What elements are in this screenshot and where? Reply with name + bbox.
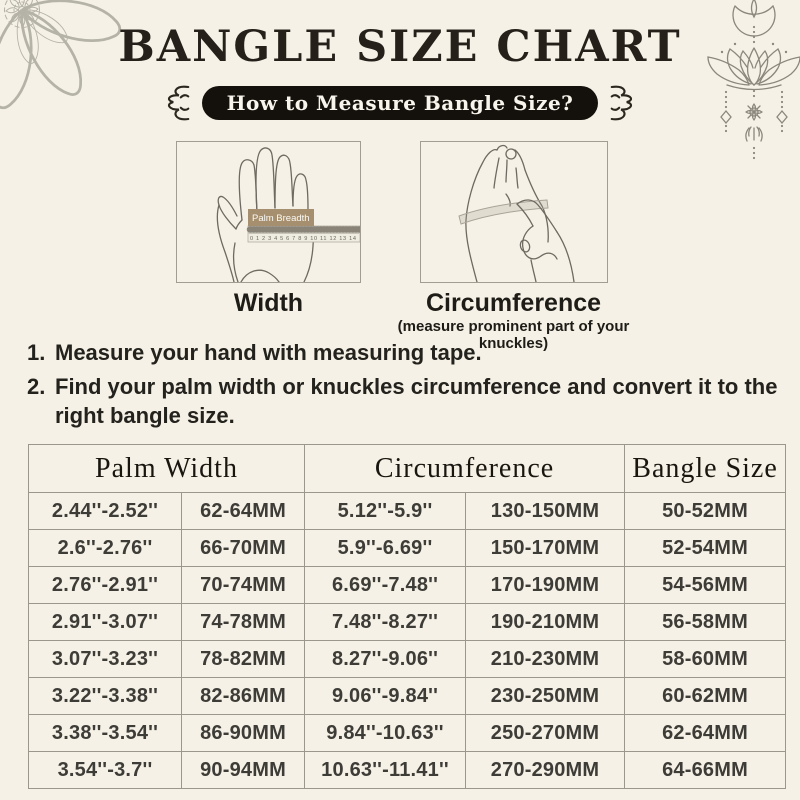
table-cell: 3.54''-3.7'' bbox=[29, 752, 182, 789]
table-cell: 58-60MM bbox=[625, 641, 786, 678]
table-cell: 52-54MM bbox=[625, 530, 786, 567]
table-cell: 8.27''-9.06'' bbox=[305, 641, 466, 678]
flourish-left-icon bbox=[161, 84, 193, 122]
instructions bbox=[27, 338, 779, 435]
table-cell: 170-190MM bbox=[466, 567, 625, 604]
table-cell: 9.84''-10.63'' bbox=[305, 715, 466, 752]
table-cell: 3.38''-3.54'' bbox=[29, 715, 182, 752]
table-cell: 62-64MM bbox=[182, 493, 305, 530]
flourish-right-icon bbox=[607, 84, 639, 122]
size-chart-table bbox=[28, 444, 786, 789]
table-cell: 50-52MM bbox=[625, 493, 786, 530]
table-row bbox=[29, 604, 786, 641]
table-cell: 56-58MM bbox=[625, 604, 786, 641]
page-title: BANGLE SIZE CHART bbox=[118, 22, 682, 72]
table-row bbox=[29, 641, 786, 678]
step-text: Find your palm width or knuckles circumference and convert it to the right bangle size. bbox=[55, 374, 778, 429]
step-number: 2. bbox=[27, 374, 46, 400]
table-cell: 270-290MM bbox=[466, 752, 625, 789]
table-cell: 3.07''-3.23'' bbox=[29, 641, 182, 678]
table-cell: 210-230MM bbox=[466, 641, 625, 678]
table-cell: 10.63''-11.41'' bbox=[305, 752, 466, 789]
circumference-caption-main: Circumference bbox=[425, 289, 602, 317]
table-cell: 62-64MM bbox=[625, 715, 786, 752]
table-cell: 3.22''-3.38'' bbox=[29, 678, 182, 715]
table-cell: 7.48''-8.27'' bbox=[305, 604, 466, 641]
table-cell: 5.9''-6.69'' bbox=[305, 530, 466, 567]
table-header-row bbox=[29, 445, 786, 493]
table-row bbox=[29, 678, 786, 715]
table-cell: 2.91''-3.07'' bbox=[29, 604, 182, 641]
table-row bbox=[29, 715, 786, 752]
table-cell: 150-170MM bbox=[466, 530, 625, 567]
table-cell: 190-210MM bbox=[466, 604, 625, 641]
table-cell: 60-62MM bbox=[625, 678, 786, 715]
table-cell: 82-86MM bbox=[182, 678, 305, 715]
ruler-numbers: 0 1 2 3 4 5 6 7 8 9 10 11 12 13 14 bbox=[250, 236, 356, 242]
step-text: Measure your hand with measuring tape. bbox=[55, 340, 482, 365]
table-row bbox=[29, 752, 786, 789]
table-cell: 6.69''-7.48'' bbox=[305, 567, 466, 604]
table-cell: 70-74MM bbox=[182, 567, 305, 604]
table-cell: 2.6''-2.76'' bbox=[29, 530, 182, 567]
table-cell: 90-94MM bbox=[182, 752, 305, 789]
width-caption: Width bbox=[233, 289, 304, 317]
header-circumference: Circumference bbox=[305, 445, 625, 493]
table-cell: 2.76''-2.91'' bbox=[29, 567, 182, 604]
table-cell: 9.06''-9.84'' bbox=[305, 678, 466, 715]
table-cell: 250-270MM bbox=[466, 715, 625, 752]
circumference-diagram-box bbox=[420, 141, 608, 283]
table-row bbox=[29, 530, 786, 567]
banner-row bbox=[0, 84, 800, 122]
table-cell: 74-78MM bbox=[182, 604, 305, 641]
table-cell: 130-150MM bbox=[466, 493, 625, 530]
hand-ruler-illustration-icon bbox=[177, 142, 360, 282]
table-cell: 64-66MM bbox=[625, 752, 786, 789]
header-bangle-size: Bangle Size bbox=[625, 445, 786, 493]
table-row bbox=[29, 493, 786, 530]
hand-tape-illustration-icon bbox=[421, 142, 607, 282]
table-cell: 86-90MM bbox=[182, 715, 305, 752]
circumference-caption-sub: (measure prominent part of your knuckles) bbox=[397, 318, 630, 352]
width-diagram-box bbox=[176, 141, 361, 283]
palm-breadth-label: Palm Breadth bbox=[252, 213, 310, 224]
table-cell: 54-56MM bbox=[625, 567, 786, 604]
header-palm-width: Palm Width bbox=[29, 445, 305, 493]
table-cell: 5.12''-5.9'' bbox=[305, 493, 466, 530]
step-number: 1. bbox=[27, 340, 46, 365]
instruction-step bbox=[27, 338, 779, 367]
table-row bbox=[29, 567, 786, 604]
table-cell: 66-70MM bbox=[182, 530, 305, 567]
table-cell: 78-82MM bbox=[182, 641, 305, 678]
table-cell: 2.44''-2.52'' bbox=[29, 493, 182, 530]
instruction-step bbox=[27, 372, 779, 430]
banner-pill: How to Measure Bangle Size? bbox=[202, 86, 599, 120]
table-cell: 230-250MM bbox=[466, 678, 625, 715]
